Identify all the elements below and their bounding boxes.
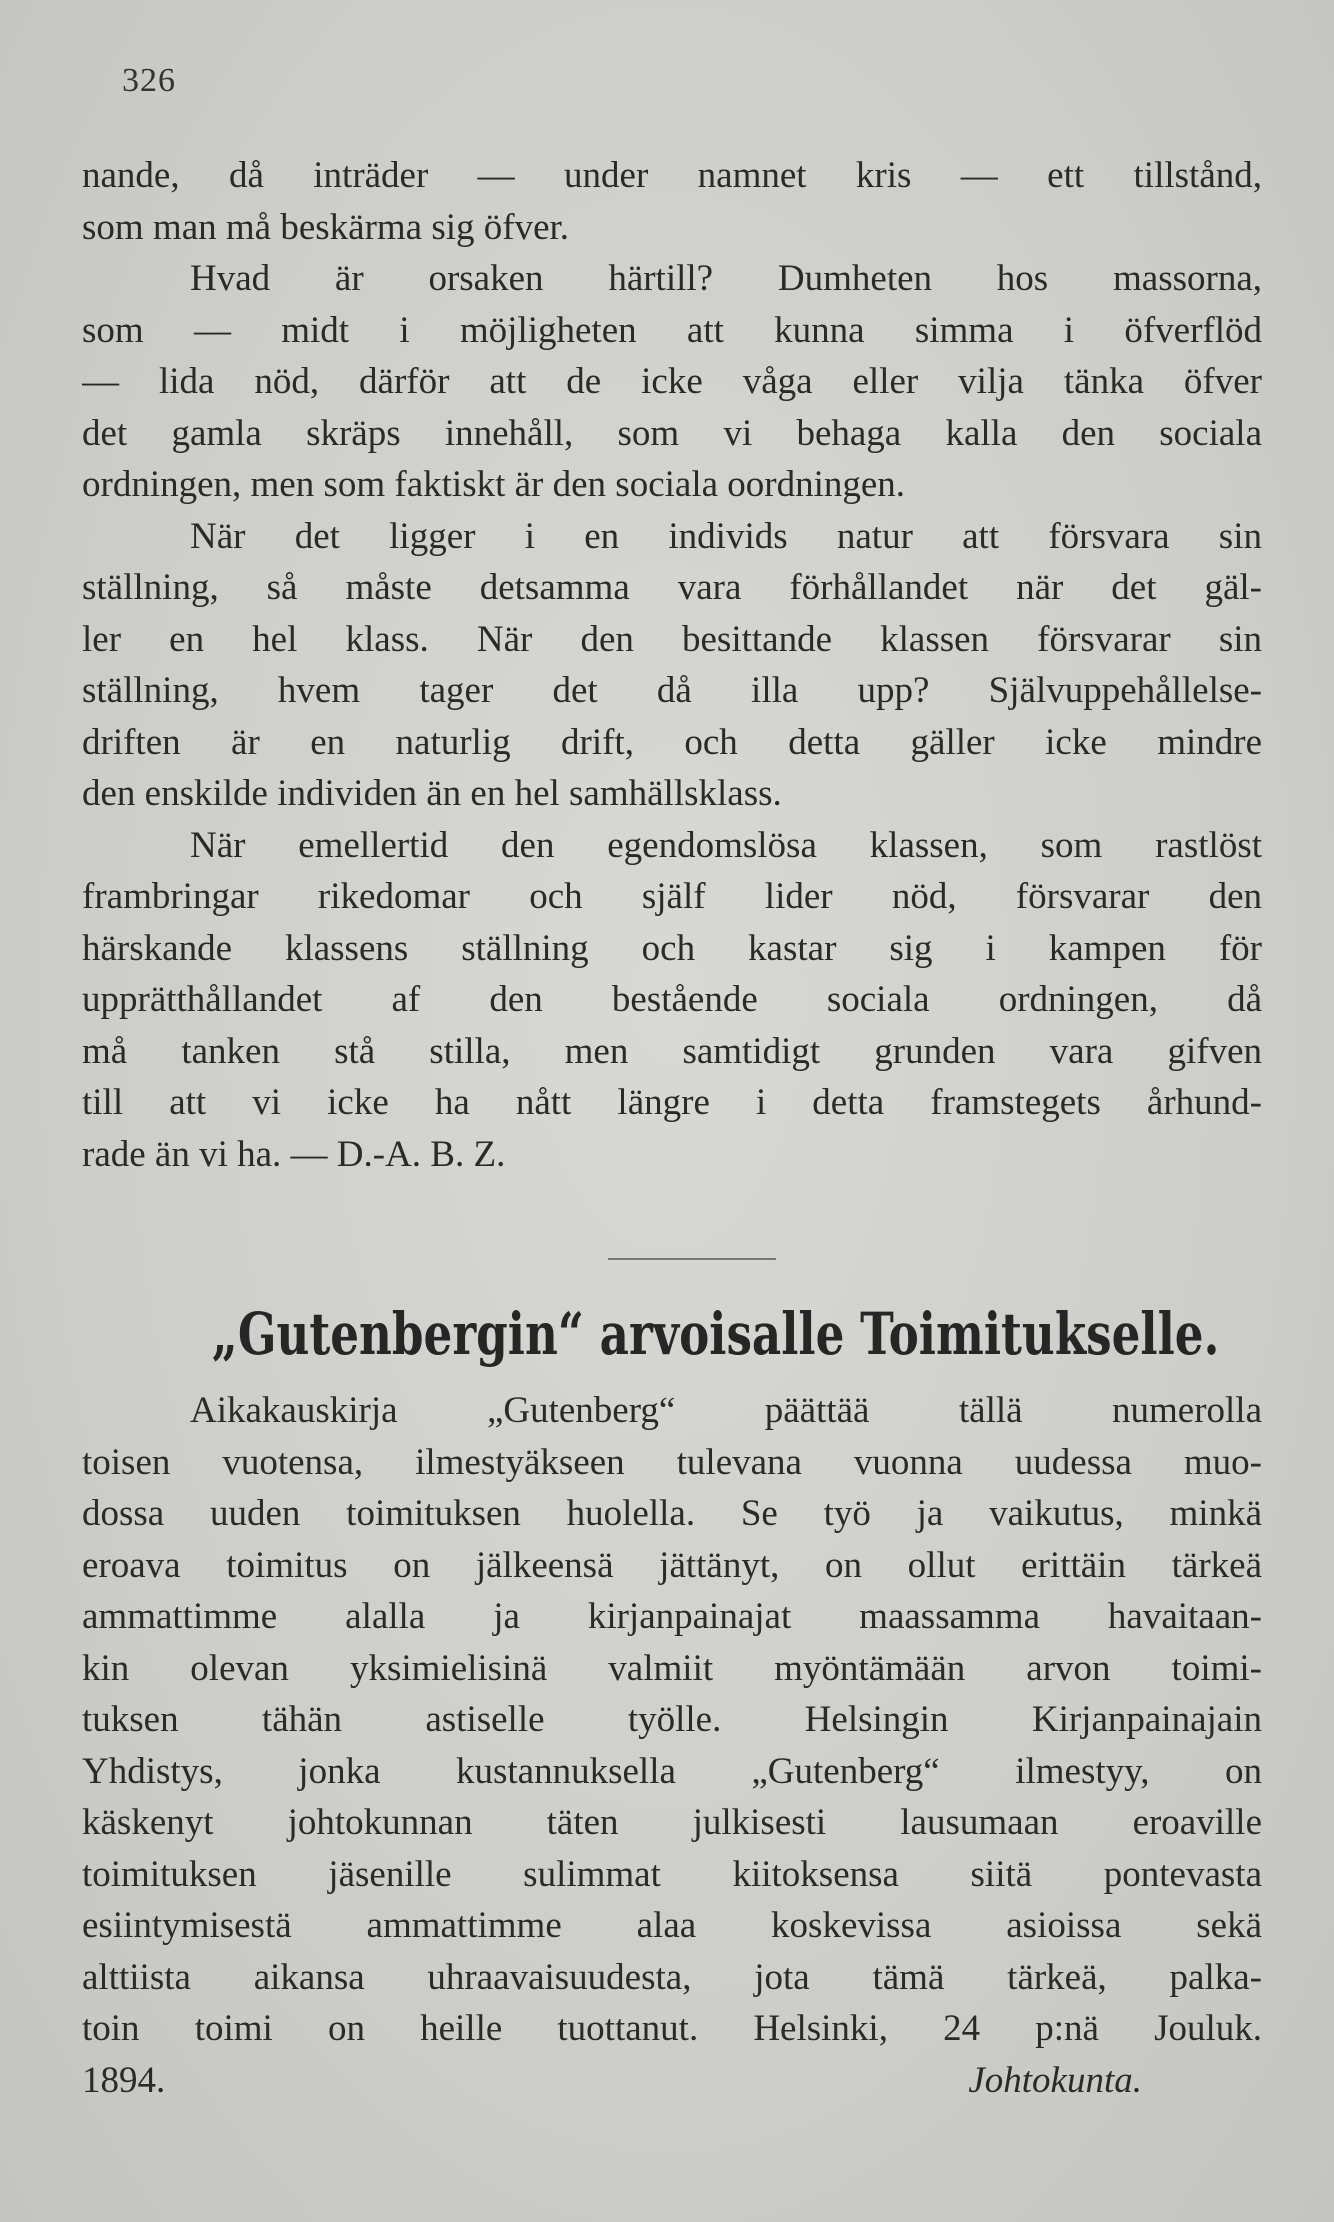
text-line: Yhdistys, jonka kustannuksella „Gutenberg“ ilmestyy, on: [82, 1750, 1262, 1792]
finnish-notice-text: [82, 1385, 1262, 2106]
text-line: som man må beskärma sig öfver.: [82, 206, 570, 248]
text-line: toisen vuotensa, ilmestyäkseen tulevana vuonna uudessa muo-: [82, 1441, 1262, 1483]
text-line: till att vi icke ha nått längre i detta framstegets århund-: [82, 1082, 1262, 1123]
text-line: käskenyt johtokunnan täten julkisesti lausumaan eroaville: [82, 1802, 1262, 1843]
text-line: rade än vi ha. — D.-A. B. Z.: [82, 1133, 506, 1175]
text-line: ställning, hvem tager det då illa upp? Självuppehållelse-: [82, 670, 1262, 711]
swedish-article-text: [82, 150, 1262, 1180]
section-divider: [608, 1258, 776, 1260]
text-line: toin toimi on heille tuottanut. Helsinki, 24 p:nä Jouluk.: [82, 2008, 1262, 2049]
text-line: Aikakauskirja „Gutenberg“ päättää tällä numerolla: [190, 1390, 1262, 1431]
text-line: som — midt i möjligheten att kunna simma i öfverflöd: [82, 309, 1262, 351]
text-line: det gamla skräps innehåll, som vi behaga kalla den sociala: [82, 412, 1262, 454]
signature: Johtokunta.: [968, 2059, 1142, 2101]
text-line: kin olevan yksimielisinä valmiit myöntämään arvon toimi-: [82, 1647, 1262, 1689]
text-line: upprätthållandet af den bestående sociala ordningen, då: [82, 979, 1262, 1020]
signoff-year: 1894.: [82, 2059, 166, 2101]
section-heading: „Gutenbergin“ arvoisalle Toimitukselle.: [211, 1300, 1220, 1368]
text-line: alttiista aikansa uhraavaisuudesta, jota tämä tärkeä, palka-: [82, 1956, 1262, 1998]
text-line: ammattimme alalla ja kirjanpainajat maassamma havaitaan-: [82, 1596, 1262, 1637]
text-line: nande, då inträder — under namnet kris — ett tillstånd,: [82, 155, 1262, 196]
text-line: ställning, så måste detsamma vara förhållandet när det gäl-: [82, 567, 1262, 608]
page-number: 326: [122, 62, 176, 99]
text-line: eroava toimitus on jälkeensä jättänyt, on ollut erittäin tärkeä: [82, 1544, 1262, 1586]
text-line: driften är en naturlig drift, och detta gäller icke mindre: [82, 721, 1262, 763]
text-line: esiintymisestä ammattimme alaa koskevissa asioissa sekä: [82, 1905, 1262, 1946]
text-line: När det ligger i en individs natur att försvara sin: [190, 515, 1262, 557]
text-line: frambringar rikedomar och själf lider nöd, försvarar den: [82, 876, 1262, 917]
text-line: dossa uuden toimituksen huolella. Se työ ja vaikutus, minkä: [82, 1493, 1262, 1534]
text-line: tuksen tähän astiselle työlle. Helsingin Kirjanpainajain: [82, 1699, 1262, 1740]
text-line: När emellertid den egendomslösa klassen, som rastlöst: [190, 824, 1262, 866]
text-line: ler en hel klass. När den besittande klassen försvarar sin: [82, 618, 1262, 660]
signoff-line: [82, 2055, 1262, 2107]
text-line: den enskilde individen än en hel samhällsklass.: [82, 773, 782, 814]
text-line: härskande klassens ställning och kastar sig i kampen för: [82, 927, 1262, 969]
text-line: ordningen, men som faktiskt är den sociala oordningen.: [82, 464, 906, 505]
text-line: — lida nöd, därför att de icke våga eller vilja tänka öfver: [82, 361, 1262, 402]
text-line: må tanken stå stilla, men samtidigt grunden vara gifven: [82, 1030, 1262, 1072]
text-line: Hvad är orsaken härtill? Dumheten hos massorna,: [190, 258, 1262, 299]
text-line: toimituksen jäsenille sulimmat kiitoksensa siitä pontevasta: [82, 1853, 1262, 1895]
